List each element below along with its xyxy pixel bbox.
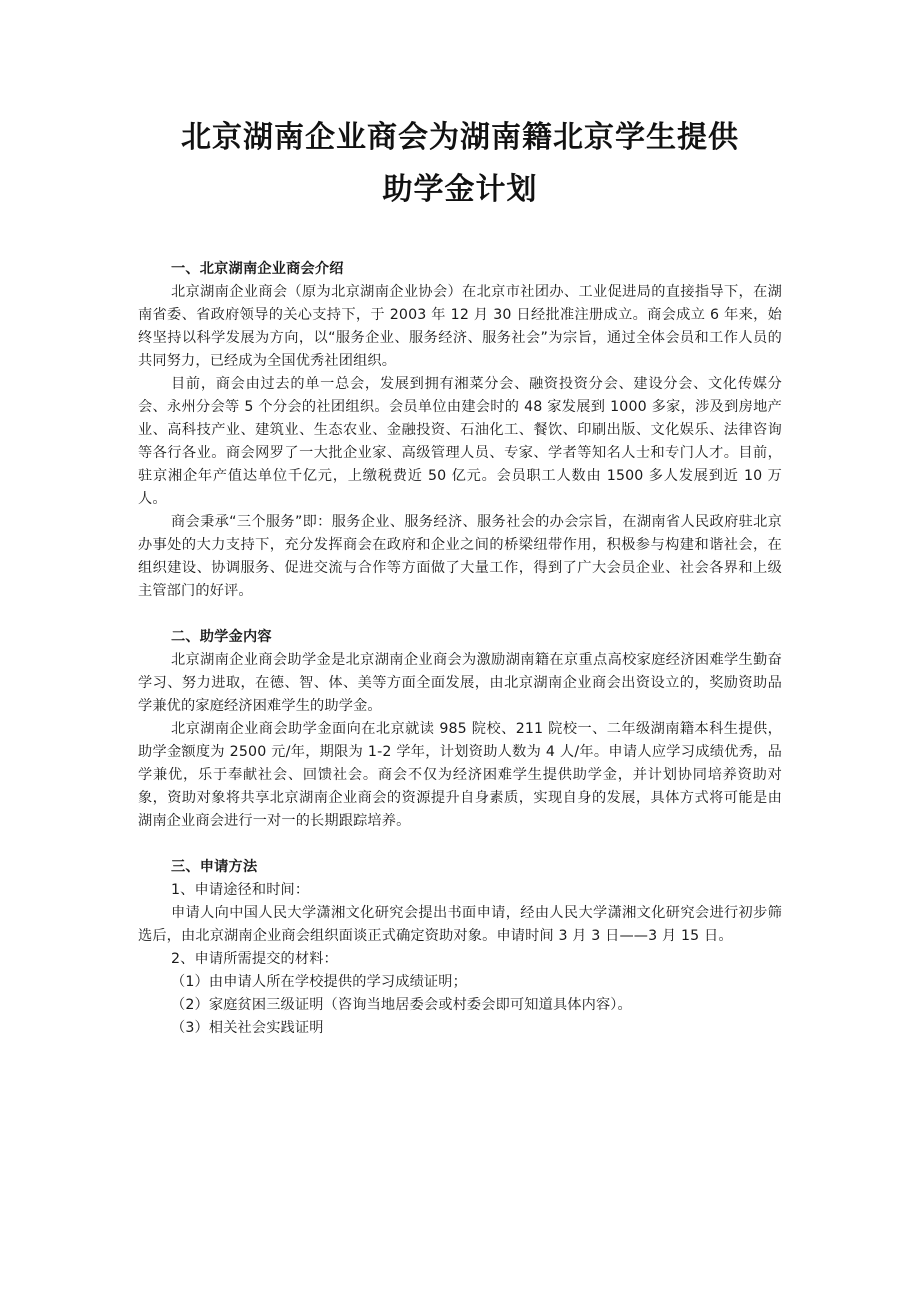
material-item: （1）由申请人所在学校提供的学习成绩证明；: [171, 974, 467, 990]
document-title: [138, 112, 782, 216]
title-line-1: 北京湖南企业商会为湖南籍北京学生提供: [181, 120, 739, 155]
section-3-heading: 三、申请方法: [171, 859, 258, 875]
application-channel-heading: 1、申请途径和时间：: [171, 882, 310, 898]
material-item: （2）家庭贫困三级证明（咨询当地居委会或村委会即可知道具体内容）。: [171, 997, 632, 1013]
section-1-paragraph-3: 商会秉承“三个服务”即：服务企业、服务经济、服务社会的办会宗旨，在湖南省人民政府驻北京办事处的大力支持下，充分发挥商会在政府和企业之间的桥梁纽带作用，积极参与构建和谐社会，在组织建设、协调服务、促进交流与合作等方面做了大量工作，得到了广大会员企业、社会各界和上级主管部门的好评。: [138, 514, 782, 599]
section-2-heading: 二、助学金内容: [171, 629, 272, 645]
section-1-paragraph-2: 目前，商会由过去的单一总会，发展到拥有湘菜分会、融资投资分会、建设分会、文化传媒分会、永州分会等 5 个分会的社团组织。会员单位由建会时的 48 家发展到 1000 多家，涉及到房地产业、高科技产业、建筑业、生态农业、金融投资、石油化工、餐饮、印刷出版、文化娱乐、法律咨询等各行各业。商会网罗了一大批企业家、高级管理人员、专家、学者等知名人士和专门人才。目前，驻京湘企年产值达单位千亿元，上缴税费近 50 亿元。会员职工人数由 1500 多人发展到近 10 万人。: [138, 376, 782, 507]
title-line-2: 助学金计划: [382, 172, 538, 207]
section-2-paragraph-2: 北京湖南企业商会助学金面向在北京就读 985 院校、211 院校一、二年级湖南籍本科生提供，助学金额度为 2500 元/年，期限为 1-2 学年，计划资助人数为 4 人/年。申请人应学习成绩优秀，品学兼优，乐于奉献社会、回馈社会。商会不仅为经济困难学生提供助学金，并计划协同培养资助对象，资助对象将共享北京湖南企业商会的资源提升自身素质，实现自身的发展，具体方式将可能是由湖南企业商会进行一对一的长期跟踪培养。: [138, 721, 782, 829]
application-channel-text: 申请人向中国人民大学潇湘文化研究会提出书面申请，经由人民大学潇湘文化研究会进行初步筛选后，由北京湖南企业商会组织面谈正式确定资助对象。申请时间 3 月 3 日——3 月 15 日。: [138, 905, 782, 944]
section-scholarship-content: [138, 626, 782, 833]
section-spacer: [138, 833, 782, 856]
section-1-paragraph-1: 北京湖南企业商会（原为北京湖南企业协会）在北京市社团办、工业促进局的直接指导下，在湖南省委、省政府领导的关心支持下，于 2003 年 12 月 30 日经批准注册成立。商会成立 6 年来，始终坚持以科学发展为方向，以“服务企业、服务经济、服务社会”为宗旨，通过全体会员和工作人员的共同努力，已经成为全国优秀社团组织。: [138, 284, 782, 369]
material-item: （3）相关社会实践证明: [171, 1020, 324, 1036]
document-page: [138, 112, 782, 1040]
materials-heading: 2、申请所需提交的材料：: [171, 951, 338, 967]
section-application-method: [138, 856, 782, 1040]
section-spacer: [138, 603, 782, 626]
section-introduction: [138, 258, 782, 603]
section-1-heading: 一、北京湖南企业商会介绍: [171, 261, 344, 277]
section-2-paragraph-1: 北京湖南企业商会助学金是北京湖南企业商会为激励湖南籍在京重点高校家庭经济困难学生勤奋学习、努力进取，在德、智、体、美等方面全面发展，由北京湖南企业商会出资设立的，奖励资助品学兼优的家庭经济困难学生的助学金。: [138, 652, 782, 714]
